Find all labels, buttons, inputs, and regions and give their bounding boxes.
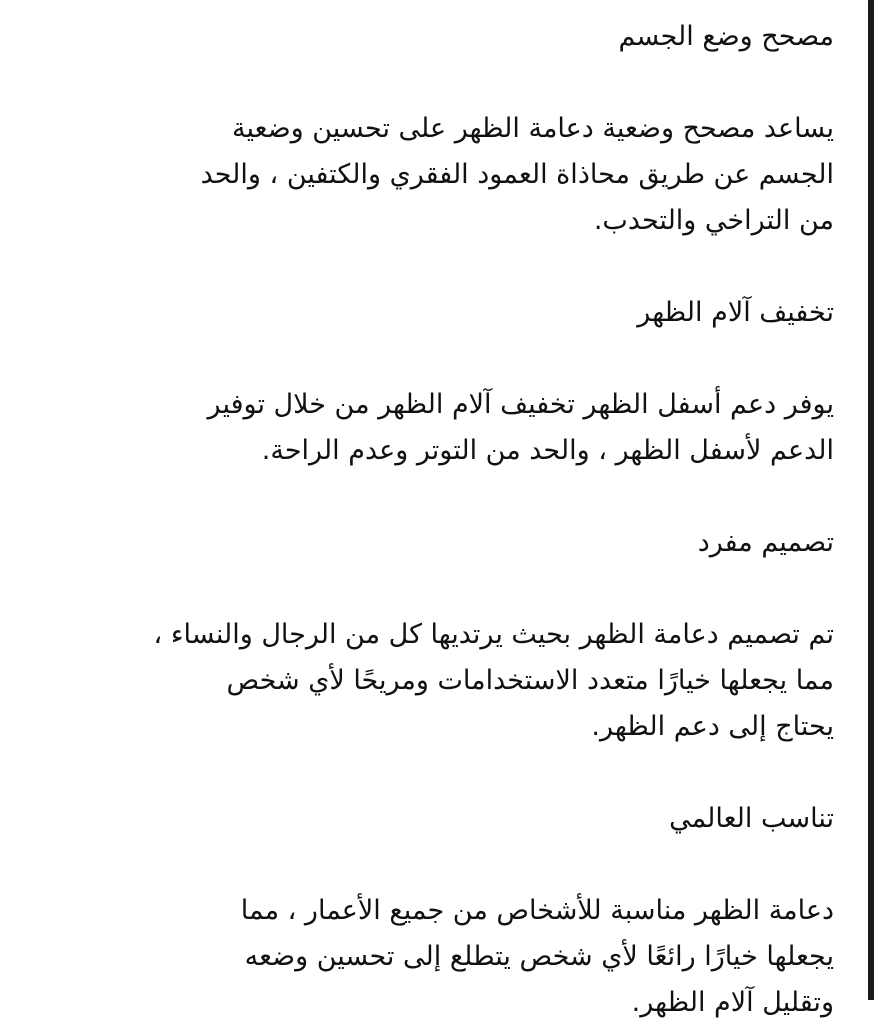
body-line: الدعم لأسفل الظهر ، والحد من التوتر وعدم الراحة. bbox=[261, 435, 834, 466]
body-line: وتقليل آلام الظهر. bbox=[631, 987, 834, 1018]
section-heading-universal-fit: تناسب العالمي bbox=[669, 803, 834, 834]
body-line: يحتاج إلى دعم الظهر. bbox=[591, 711, 834, 742]
product-description bbox=[44, 14, 834, 1026]
section-body-unisex-design bbox=[44, 612, 834, 750]
section-body-universal-fit bbox=[44, 888, 834, 1026]
body-line: دعامة الظهر مناسبة للأشخاص من جميع الأعمار ، مما bbox=[240, 895, 834, 926]
section-heading-unisex-design: تصميم مفرد bbox=[697, 527, 834, 558]
body-line: يساعد مصحح وضعية دعامة الظهر على تحسين وضعية bbox=[232, 113, 834, 144]
body-line: يجعلها خيارًا رائعًا لأي شخص يتطلع إلى تحسين وضعه bbox=[244, 941, 834, 972]
body-line: مما يجعلها خيارًا متعدد الاستخدامات ومريحًا لأي شخص bbox=[226, 665, 834, 696]
body-line: يوفر دعم أسفل الظهر تخفيف آلام الظهر من خلال توفير bbox=[207, 389, 834, 420]
section-heading-back-pain: تخفيف آلام الظهر bbox=[637, 297, 834, 328]
section-heading-posture: مصحح وضع الجسم bbox=[618, 21, 834, 52]
page-edge-rule bbox=[868, 0, 874, 1000]
section-body-posture bbox=[44, 106, 834, 244]
body-line: من التراخي والتحدب. bbox=[593, 205, 834, 236]
section-body-back-pain bbox=[44, 382, 834, 474]
body-line: تم تصميم دعامة الظهر بحيث يرتديها كل من الرجال والنساء ، bbox=[153, 619, 834, 650]
body-line: الجسم عن طريق محاذاة العمود الفقري والكتفين ، والحد bbox=[200, 159, 834, 190]
